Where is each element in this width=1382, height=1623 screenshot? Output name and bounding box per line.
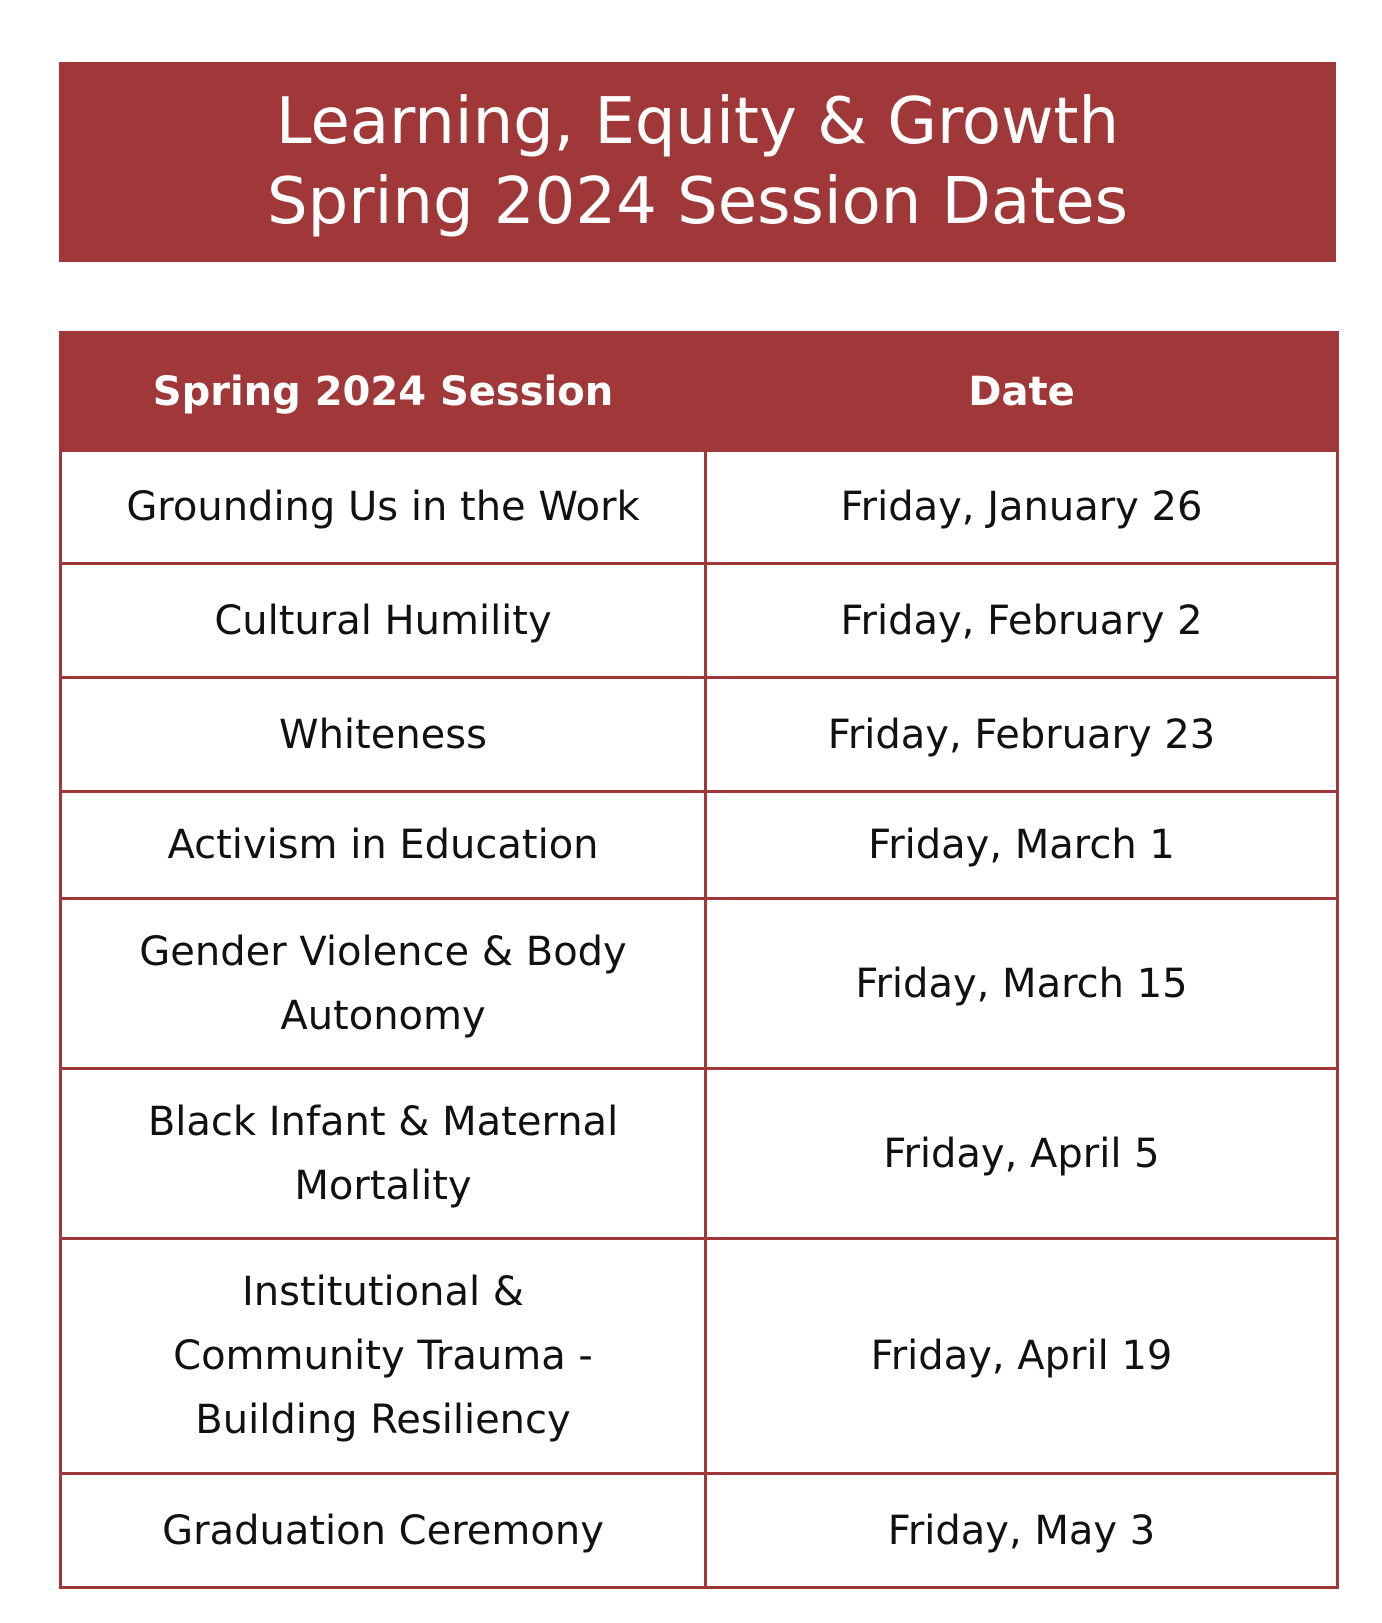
header-date: Date [706,333,1338,451]
session-name: Black Infant & Maternal Mortality [61,1069,706,1239]
table-row [61,792,1338,899]
session-date: Friday, March 15 [706,899,1338,1069]
session-date: Friday, February 2 [706,564,1338,678]
session-date: Friday, April 19 [706,1239,1338,1474]
session-name: Graduation Ceremony [61,1474,706,1588]
session-date: Friday, May 3 [706,1474,1338,1588]
session-date: Friday, January 26 [706,451,1338,564]
table-row [61,451,1338,564]
table-row [61,1474,1338,1588]
session-date: Friday, March 1 [706,792,1338,899]
session-date: Friday, February 23 [706,678,1338,792]
title-line-1: Learning, Equity & Growth [275,85,1120,159]
header-session: Spring 2024 Session [61,333,706,451]
title-banner [59,62,1336,262]
title-line-2: Spring 2024 Session Dates [267,165,1128,239]
table-row [61,1069,1338,1239]
table-header-row [61,333,1338,451]
session-name: Grounding Us in the Work [61,451,706,564]
table-row [61,899,1338,1069]
session-date: Friday, April 5 [706,1069,1338,1239]
table-row [61,1239,1338,1474]
session-name: Institutional & Community Trauma - Building Resiliency [61,1239,706,1474]
session-name: Whiteness [61,678,706,792]
session-name: Cultural Humility [61,564,706,678]
table-row [61,564,1338,678]
session-schedule-table [59,331,1339,1589]
table-row [61,678,1338,792]
session-name: Gender Violence & Body Autonomy [61,899,706,1069]
session-name: Activism in Education [61,792,706,899]
